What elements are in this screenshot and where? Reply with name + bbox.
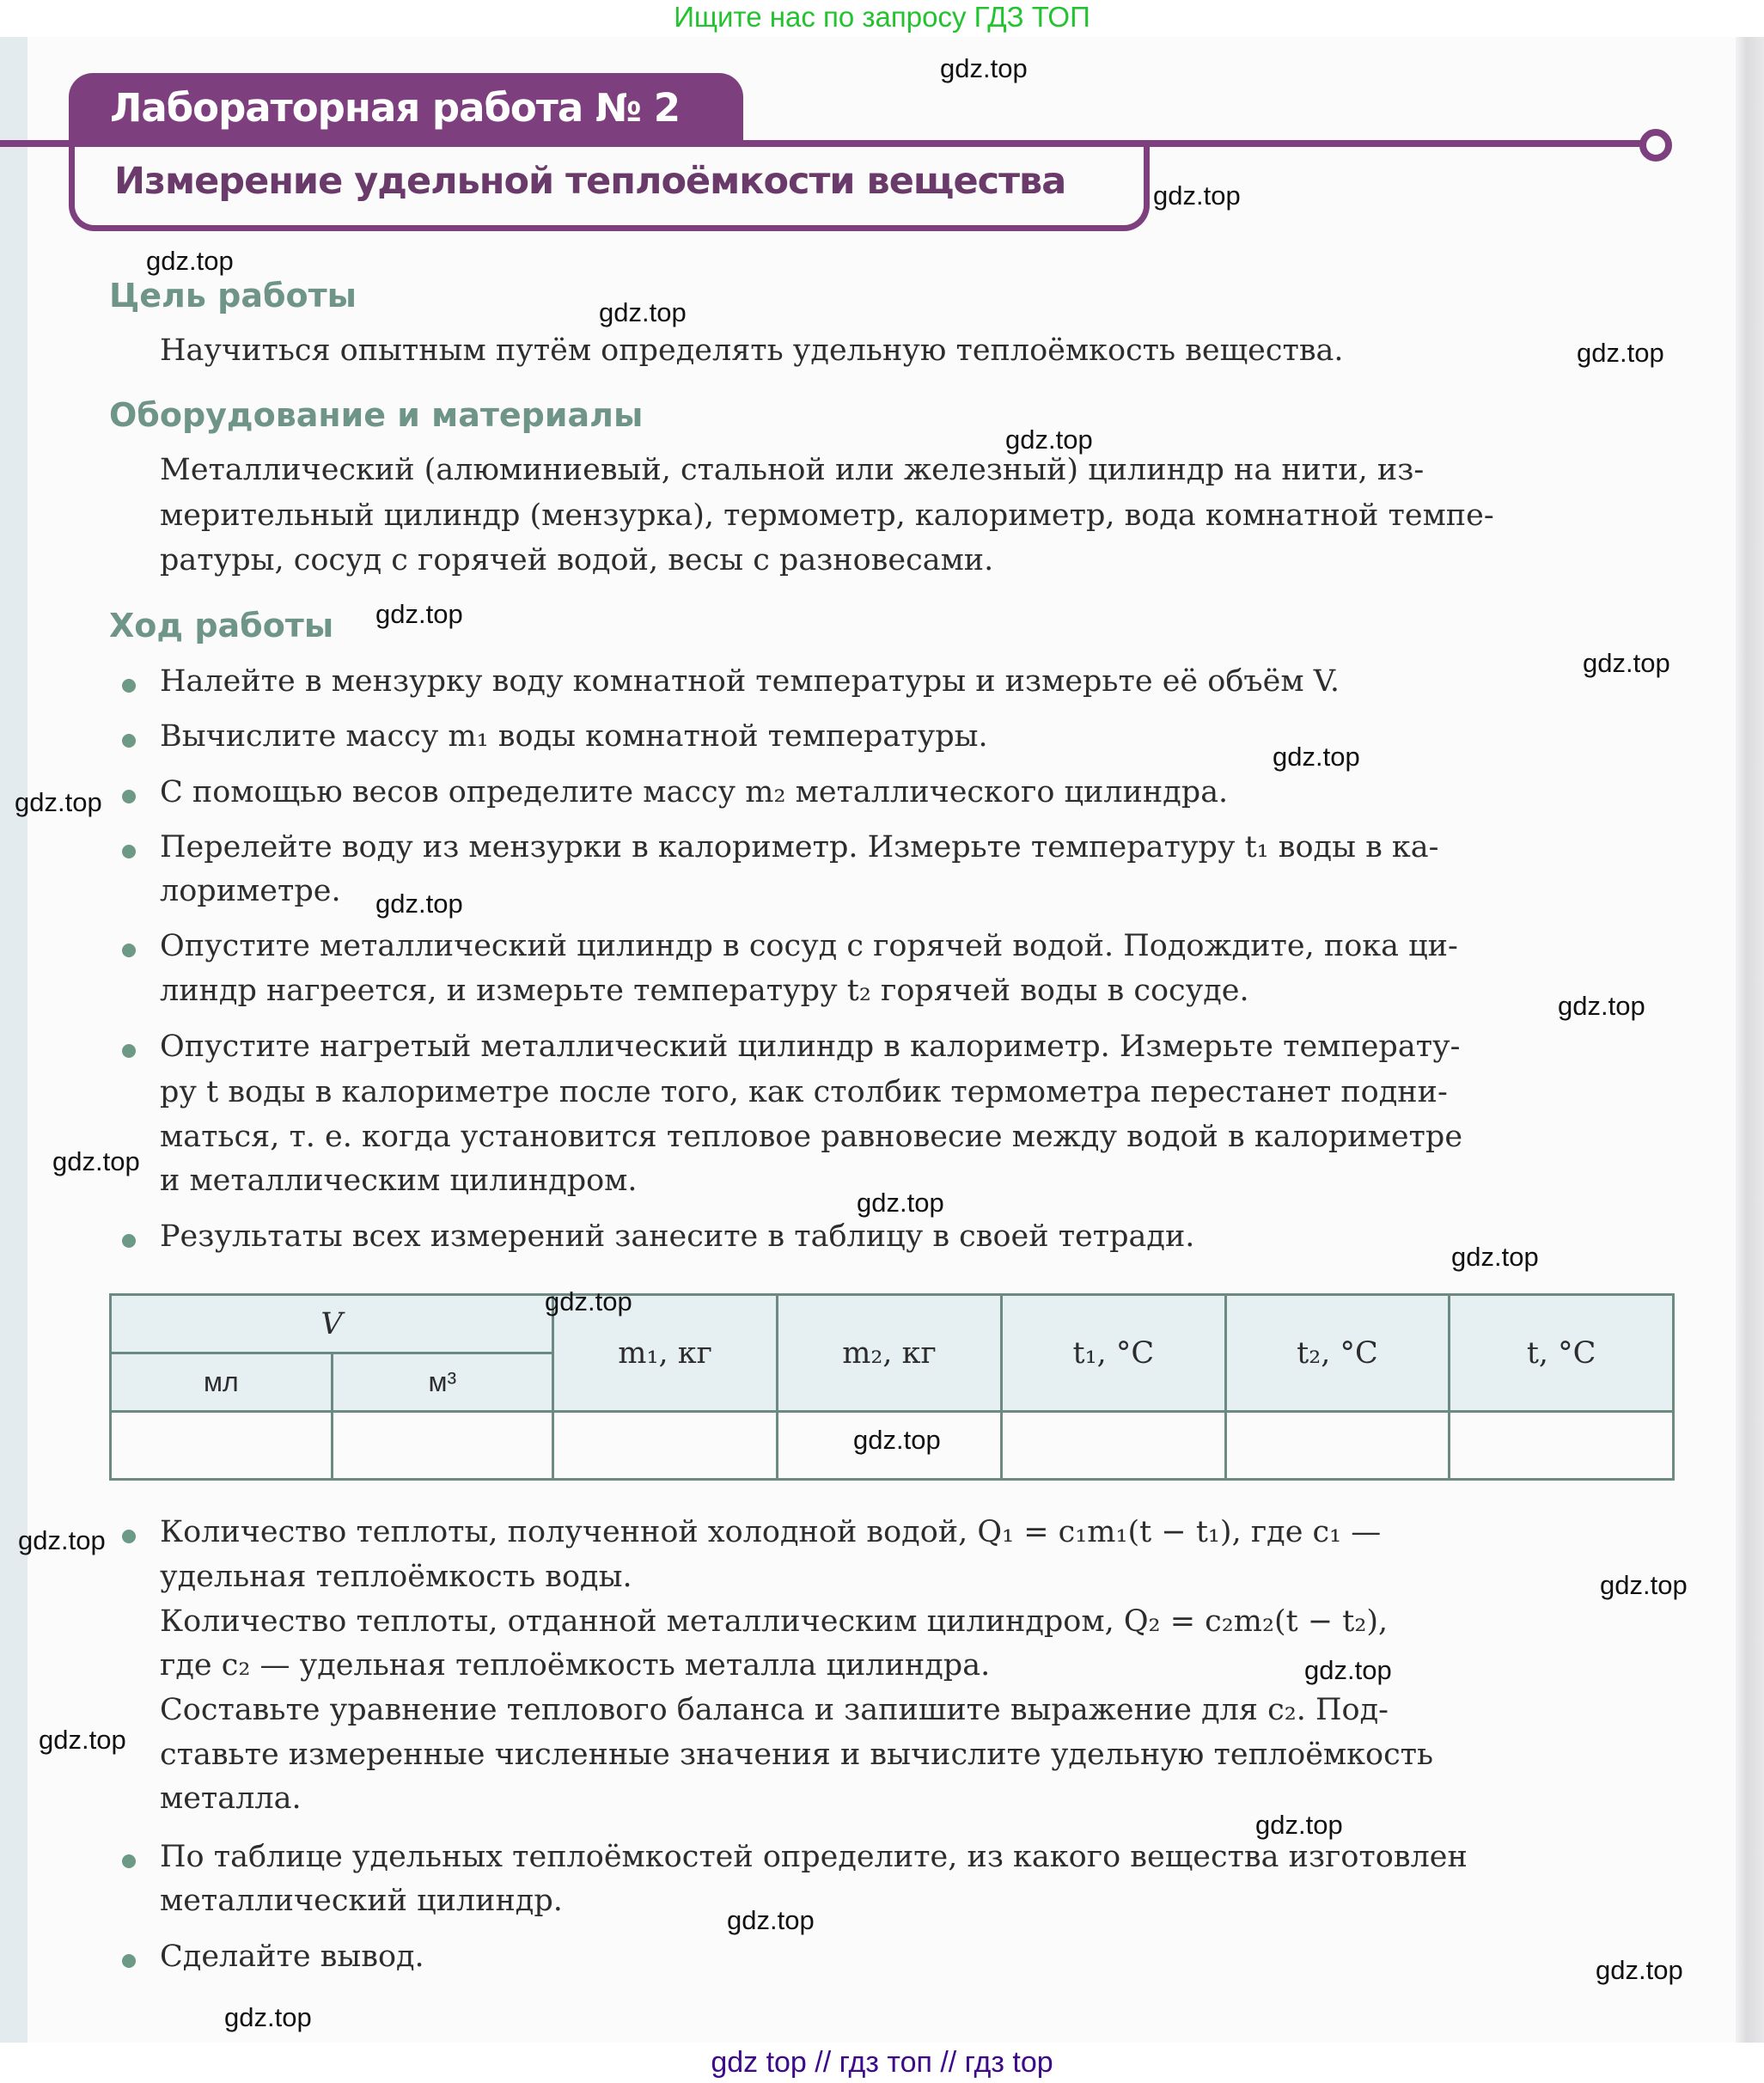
bullet-icon (122, 1854, 136, 1868)
bullet-icon (122, 845, 136, 858)
analysis-step-cont: металлический цилиндр. (160, 1884, 563, 1918)
watermark: gdz.top (857, 1188, 944, 1218)
watermark: gdz.top (1304, 1655, 1392, 1685)
procedure-step: С помощью весов определите массу m₂ металлического цилиндра. (160, 775, 1229, 809)
analysis-step-cont: ставьте измеренные численные значения и вычислите удельную теплоёмкость (160, 1738, 1434, 1772)
analysis-step-cont: Составьте уравнение теплового баланса и запишите выражение для c₂. Под- (160, 1693, 1389, 1727)
analysis-step-cont: Количество теплоты, отданной металлическим цилиндром, Q₂ = c₂m₂(t − t₂), (160, 1604, 1389, 1639)
watermark: gdz.top (1583, 648, 1670, 678)
equipment-line: мерительный цилиндр (мензурка), термометр, калориметр, вода комнатной темпе- (160, 498, 1494, 533)
analysis-step: Сделайте вывод. (160, 1939, 424, 1974)
procedure-step: Опустите металлический цилиндр в сосуд с горячей водой. Подождите, пока ци- (160, 929, 1458, 963)
watermark: gdz.top (1596, 1955, 1683, 1985)
page-left-margin (0, 37, 27, 2043)
goal-text: Научиться опытным путём определять удельную теплоёмкость вещества. (160, 333, 1344, 368)
procedure-heading: Ход работы (109, 607, 334, 644)
watermark: gdz.top (853, 1425, 941, 1455)
bullet-icon (122, 679, 136, 693)
table-header-ml: мл (111, 1353, 333, 1412)
watermark: gdz.top (15, 787, 102, 817)
goal-heading: Цель работы (109, 277, 357, 315)
analysis-step-cont: удельная теплоёмкость воды. (160, 1560, 632, 1594)
watermark: gdz.top (375, 599, 463, 629)
watermark: gdz.top (146, 246, 234, 276)
procedure-step-cont: линдр нагреется, и измерьте температуру t₂ горячей воды в сосуде. (160, 974, 1249, 1008)
table-header-t2: t₂, °C (1225, 1295, 1450, 1412)
bullet-icon (122, 1044, 136, 1058)
watermark: gdz.top (599, 297, 687, 327)
procedure-step-cont: лориметре. (160, 874, 341, 908)
procedure-step: Налейте в мензурку воду комнатной температуры и измерьте её объём V. (160, 664, 1340, 699)
table-header-t: t, °C (1450, 1295, 1674, 1412)
watermark: gdz.top (52, 1146, 140, 1176)
watermark: gdz.top (18, 1525, 106, 1555)
procedure-step: Перелейте воду из мензурки в калориметр. Измерьте температуру t₁ воды в ка- (160, 830, 1439, 864)
table-header-t1: t₁, °C (1002, 1295, 1226, 1412)
watermark: gdz.top (1600, 1570, 1688, 1600)
subtitle-box (69, 143, 1150, 231)
lab-title-tab (69, 73, 743, 144)
bullet-icon (122, 734, 136, 748)
table-header-m3: м³ (332, 1353, 552, 1412)
watermark: gdz.top (1273, 742, 1360, 772)
procedure-step: Вычислите массу m₁ воды комнатной температуры. (160, 719, 988, 754)
table-cell (1225, 1412, 1450, 1480)
table-cell (1002, 1412, 1226, 1480)
analysis-step-cont: где c₂ — удельная теплоёмкость металла цилиндра. (160, 1648, 991, 1683)
bullet-icon (122, 1530, 136, 1543)
watermark: gdz.top (1005, 425, 1093, 455)
lab-subtitle: Измерение удельной теплоёмкости вещества (114, 160, 1066, 203)
watermark: gdz.top (1255, 1810, 1343, 1840)
equipment-heading: Оборудование и материалы (109, 396, 644, 434)
footer-watermark: gdz top // гдз топ // гдз top (0, 2043, 1764, 2083)
procedure-step-cont: ру t воды в калориметре после того, как столбик термометра перестанет подни- (160, 1075, 1448, 1109)
procedure-step: Опустите нагретый металлический цилиндр в калориметр. Измерьте температу- (160, 1029, 1461, 1064)
rule-end-circle-icon (1639, 129, 1672, 162)
page-right-margin (1736, 37, 1764, 2043)
search-banner: Ищите нас по запросу ГДЗ ТОП (674, 1, 1090, 33)
equipment-line: Металлический (алюминиевый, стальной или железный) цилиндр на нити, из- (160, 453, 1425, 487)
watermark: gdz.top (224, 2002, 312, 2032)
bullet-icon (122, 944, 136, 957)
watermark: gdz.top (1558, 991, 1645, 1021)
procedure-step: Результаты всех измерений занесите в таблицу в своей тетради. (160, 1219, 1195, 1254)
table-header-m1: m₁, кг (553, 1295, 778, 1412)
table-cell (553, 1412, 778, 1480)
analysis-step-cont: металла. (160, 1781, 302, 1816)
bullet-icon (122, 1234, 136, 1248)
procedure-step-cont: и металлическим цилиндром. (160, 1164, 638, 1198)
watermark: gdz.top (1577, 338, 1664, 368)
table-header-m2: m₂, кг (778, 1295, 1002, 1412)
table-cell (1450, 1412, 1674, 1480)
watermark: gdz.top (940, 53, 1028, 83)
bullet-icon (122, 1954, 136, 1968)
table-header-volume: V (111, 1295, 553, 1353)
watermark: gdz.top (1153, 180, 1241, 211)
analysis-step: По таблице удельных теплоёмкостей определите, из какого вещества изготовлен (160, 1840, 1468, 1874)
table-cell (332, 1412, 552, 1480)
equipment-line: ратуры, сосуд с горячей водой, весы с разновесами. (160, 543, 994, 577)
watermark: gdz.top (39, 1725, 126, 1755)
lab-title: Лабораторная работа № 2 (110, 85, 681, 131)
procedure-step-cont: маться, т. е. когда установится тепловое равновесие между водой в калориметре (160, 1120, 1463, 1154)
bullet-icon (122, 790, 136, 803)
watermark: gdz.top (545, 1286, 632, 1316)
analysis-step: Количество теплоты, полученной холодной водой, Q₁ = c₁m₁(t − t₁), где c₁ — (160, 1515, 1382, 1549)
table-cell (111, 1412, 333, 1480)
watermark: gdz.top (727, 1905, 815, 1935)
watermark: gdz.top (375, 889, 463, 919)
watermark: gdz.top (1451, 1242, 1539, 1272)
